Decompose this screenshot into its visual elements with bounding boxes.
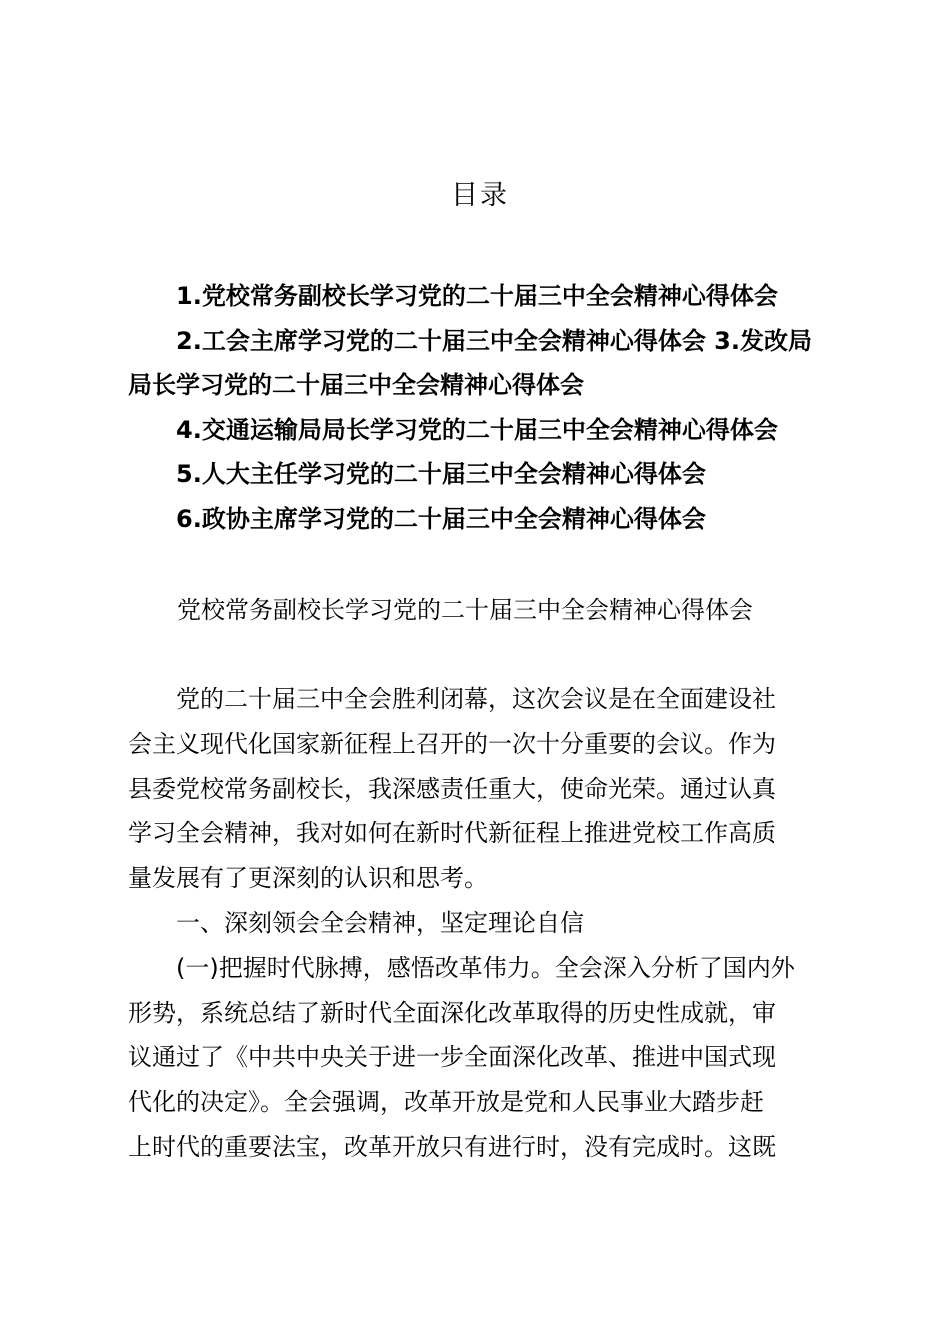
body-line: (一)把握时代脉搏，感悟改革伟力。全会深入分析了国内外 — [176, 953, 795, 982]
body-line: 上时代的重要法宝，改革开放只有进行时，没有完成时。这既 — [128, 1132, 776, 1161]
toc-item-1: 1.党校常务副校长学习党的二十届三中全会精神心得体会 — [176, 282, 778, 310]
toc-item-3-continued: 局长学习党的二十届三中全会精神心得体会 — [128, 371, 584, 399]
body-line: 学习全会精神，我对如何在新时代新征程上推进党校工作高质 — [128, 819, 776, 848]
body-line: 形势，系统总结了新时代全面深化改革取得的历史性成就，审 — [128, 998, 776, 1027]
body-line: 议通过了《中共中央关于进一步全面深化改革、推进中国式现 — [128, 1043, 776, 1072]
toc-item-4: 4.交通运输局局长学习党的二十届三中全会精神心得体会 — [176, 415, 778, 444]
body-line: 量发展有了更深刻的认识和思考。 — [128, 864, 488, 893]
section-heading: 一、深刻领会全会精神，坚定理论自信 — [176, 908, 584, 937]
toc-item-2: 2.工会主席学习党的二十届三中全会精神心得体会 3.发改局 — [176, 326, 812, 355]
body-line: 会主义现代化国家新征程上召开的一次十分重要的会议。作为 — [128, 729, 776, 758]
body-line: 代化的决定》。全会强调，改革开放是党和人民事业大踏步赶 — [128, 1088, 764, 1117]
toc-title: 目录 — [451, 180, 509, 211]
article-body — [128, 677, 828, 1170]
toc-item-5: 5.人大主任学习党的二十届三中全会精神心得体会 — [176, 460, 706, 488]
table-of-contents — [128, 274, 833, 541]
body-line: 党的二十届三中全会胜利闭幕，这次会议是在全面建设社 — [176, 685, 776, 713]
article-title: 党校常务副校长学习党的二十届三中全会精神心得体会 — [177, 596, 753, 624]
toc-item-6: 6.政协主席学习党的二十届三中全会精神心得体会 — [176, 504, 706, 533]
body-line: 县委党校常务副校长，我深感责任重大，使命光荣。通过认真 — [128, 774, 776, 803]
